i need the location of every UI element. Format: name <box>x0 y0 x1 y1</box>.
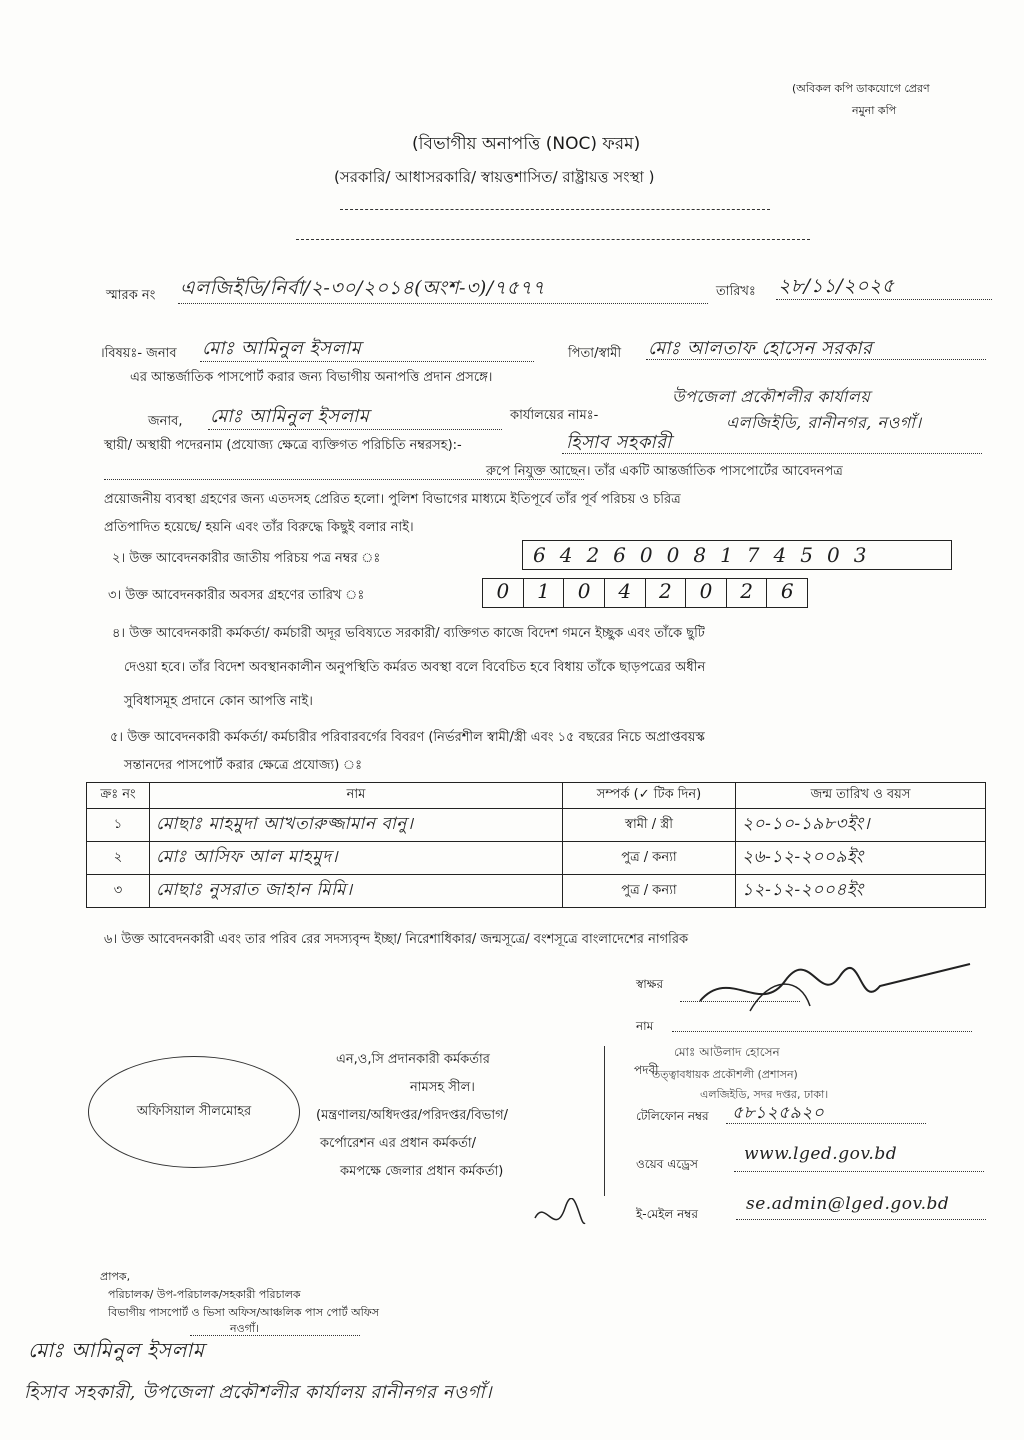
row-dob: ১২-১২-২০০৪ইং <box>736 875 986 908</box>
retirement-digit: 2 <box>646 579 687 607</box>
retirement-digit: 0 <box>564 579 605 607</box>
item5-line1: ৫। উক্ত আবেদনকারী কর্মকর্তা/ কর্মচারীর পরিবারবর্গের বিবরণ (নির্ভরশীল স্বামী/স্ত্রী এবং ১৫ বছরের নিচে অপ্রাপ্তবয়স্ক <box>110 730 705 745</box>
table-row <box>87 875 986 908</box>
col-dob: জন্ম তারিখ ও বয়স <box>736 783 986 809</box>
col-relation: সম্পর্ক (✓ টিক দিন) <box>563 783 736 809</box>
form-title: (বিভাগীয় অনাপত্তি (NOC) ফরম) <box>412 134 641 154</box>
subject-name: মোঃ আমিনুল ইসলাম <box>202 338 362 359</box>
retirement-digit: 0 <box>483 579 524 607</box>
row-serial: ৩ <box>87 875 150 908</box>
web-label: ওয়েব এড্রেস <box>636 1157 698 1171</box>
date-label: তারিখঃ <box>716 284 756 299</box>
name-label: নাম <box>636 1019 654 1033</box>
issuer-bracket <box>598 1046 605 1196</box>
row-dob: ২৬-১২-২০০৯ইং <box>736 842 986 875</box>
father-name: মোঃ আলতাফ হোসেন সরকার <box>648 338 873 359</box>
seal-label: অফিসিয়াল সীলমোহর <box>136 1103 252 1119</box>
post-value: হিসাব সহকারী <box>566 432 672 453</box>
retirement-label: ৩। উক্ত আবেদনকারীর অবসর গ্রহণের তারিখ ঃ <box>108 588 365 603</box>
col-serial: ক্রঃ নং <box>87 783 150 809</box>
stamp-office: এলজিইডি, সদর দপ্তর, ঢাকা। <box>700 1088 829 1101</box>
row-name: মোঃ আসিফ আল মাহমুদ। <box>150 842 563 875</box>
table-row <box>87 809 986 842</box>
janab-label: জনাব, <box>148 414 183 429</box>
body-line5: প্রতিপাদিত হয়েছে/ হয়নি এবং তাঁর বিরুদ্ধে কিছুই বলার নাই। <box>104 520 414 535</box>
retirement-digit: 0 <box>686 579 727 607</box>
body-line3: রুপে নিযুক্ত আছেন। তাঁর একটি আন্তর্জাতিক পাসপোর্টের আবেদনপত্র <box>486 464 843 479</box>
recipient-handwritten-office: হিসাব সহকারী, উপজেলা প্রকৌশলীর কার্যালয় রানীনগর নওগাঁ। <box>24 1382 493 1403</box>
row-serial: ১ <box>87 809 150 842</box>
subject-label: ।বিষয়ঃ- জনাব <box>100 346 177 361</box>
retirement-digit: 1 <box>524 579 565 607</box>
row-name: মোছাঃ মাহমুদা আখতারুজ্জামান বানু। <box>150 809 563 842</box>
copy-note: (অবিকল কপি ডাকযোগে প্রেরণ <box>792 82 930 95</box>
table-row <box>87 842 986 875</box>
web-value: www.lged.gov.bd <box>744 1144 898 1164</box>
signature-label: স্বাক্ষর <box>636 977 664 991</box>
post-label: স্থায়ী/ অস্থায়ী পদেরনাম (প্রযোজ্য ক্ষেত্রে ব্যক্তিগত পরিচিতি নম্বরসহ):- <box>104 438 462 453</box>
janab-name: মোঃ আমিনুল ইসলাম <box>210 406 370 427</box>
father-label: পিতা/স্বামী <box>568 346 622 361</box>
phone-value: ৫৮১২৫৯২০ <box>732 1103 825 1123</box>
janab-name-line <box>208 428 502 430</box>
row-serial: ২ <box>87 842 150 875</box>
date-line <box>776 298 992 300</box>
post-line <box>562 452 982 454</box>
official-seal <box>88 1056 300 1168</box>
signature-line <box>680 1000 800 1002</box>
office-label: কার্যালয়ের নামঃ- <box>510 408 599 423</box>
office-address: এলজিইডি, রানীনগর, নওগাঁ। <box>726 413 922 432</box>
col-name: নাম <box>150 783 563 809</box>
date-value: ২৮/১১/২০২৫ <box>778 275 895 297</box>
sample-copy-note: নমুনা কপি <box>852 104 897 117</box>
recipient-line <box>190 1334 360 1336</box>
email-label: ই-মেইল নম্বর <box>636 1207 698 1221</box>
web-line <box>734 1170 984 1172</box>
father-name-line <box>646 358 986 360</box>
issuer-line4: কর্পোরেশন এর প্রধান কর্মকর্তা/ <box>320 1136 477 1151</box>
row-name: মোছাঃ নুসরাত জাহান মিমি। <box>150 875 563 908</box>
header-divider <box>340 208 770 210</box>
row-dob: ২০-১০-১৯৮৩ইং। <box>736 809 986 842</box>
retirement-digit: 2 <box>727 579 768 607</box>
recipient-handwritten-name: মোঃ আমিনুল ইসলাম <box>28 1338 205 1362</box>
nid-box <box>522 540 952 570</box>
email-line <box>736 1218 986 1220</box>
name-line <box>672 1030 972 1032</box>
nid-value: 6426008174503 <box>533 543 881 567</box>
item5-line2: সন্তানদের পাসপোর্ট করার ক্ষেত্রে প্রযোজ্য) ঃ <box>124 758 363 773</box>
table-header-row <box>87 783 986 809</box>
row-relation: পুত্র / কন্যা <box>563 842 736 875</box>
phone-label: টেলিফোন নম্বর <box>636 1109 709 1123</box>
email-value: se.admin@lged.gov.bd <box>746 1194 950 1214</box>
item6-text: ৬। উক্ত আবেদনকারী এবং তার পরিব রের সদস্যবৃন্দ ইচ্ছা/ নিরেশাধিকার/ জন্মসূত্রে/ বংশসূত্রে বাংলাদেশের নাগরিক <box>104 932 689 947</box>
family-table <box>86 782 986 908</box>
post-label-sig: পদবী <box>634 1063 659 1077</box>
signature-scribble <box>690 956 980 1026</box>
initial-scribble <box>530 1198 590 1238</box>
item4-line1: ৪। উক্ত আবেদনকারী কর্মকর্তা/ কর্মচারী অদূর ভবিষ্যতে সরকারী/ ব্যক্তিগত কাজে বিদেশ গমনে ইচ্ছুক এবং তাঁকে ছুটি <box>112 626 705 641</box>
nid-label: ২। উক্ত আবেদনকারীর জাতীয় পরিচয় পত্র নম্বর ঃ <box>112 551 381 566</box>
subject-name-line <box>200 360 534 362</box>
subject-line2: এর আন্তর্জাতিক পাসপোর্ট করার জন্য বিভাগীয় অনাপত্তি প্রদান প্রসঙ্গে। <box>130 370 493 385</box>
memo-number: এলজিইডি/নির্বা/২-৩০/২০১৪(অংশ-৩)/৭৫৭৭ <box>180 277 546 299</box>
issuer-line5: কমপক্ষে জেলার প্রধান কর্মকর্তা) <box>340 1164 504 1179</box>
recipient-line1: পরিচালক/ উপ-পরিচালক/সহকারী পরিচালক <box>108 1288 301 1301</box>
form-subtitle: (সরকারি/ আধাসরকারি/ স্বায়ত্তশাসিত/ রাষ্ট্রায়ত্ত সংস্থা ) <box>334 168 655 186</box>
retirement-date-box <box>482 578 808 608</box>
header-divider-2 <box>296 238 810 240</box>
recipient-line3: নওগাঁ। <box>230 1322 259 1335</box>
retirement-digit: 6 <box>780 579 794 603</box>
row-relation: পুত্র / কন্যা <box>563 875 736 908</box>
issuer-line3: (মন্ত্রণালয়/অধিদপ্তর/পরিদপ্তর/বিভাগ/ <box>316 1108 509 1123</box>
memo-line <box>178 302 708 304</box>
memo-label: স্মারক নং <box>106 288 156 303</box>
item4-line3: সুবিধাসমূহ প্রদানে কোন আপত্তি নাই। <box>124 694 313 709</box>
issuer-line1: এন,ও,সি প্রদানকারী কর্মকর্তার <box>336 1052 490 1067</box>
recipient-line2: বিভাগীয় পাসপোর্ট ও ভিসা অফিস/আঞ্চলিক পাস পোর্ট অফিস <box>108 1306 380 1319</box>
retirement-digit: 4 <box>605 579 646 607</box>
body-line4: প্রয়োজনীয় ব্যবস্থা গ্রহণের জন্য এতদসহ প্রেরিত হলো। পুলিশ বিভাগের মাধ্যমে ইতিপূর্বে তাঁর পূর্ব পরিচয় ও চরিত্র <box>104 492 681 507</box>
row-relation: স্বামী / স্ত্রী <box>563 809 736 842</box>
recipient-label: প্রাপক, <box>100 1270 131 1283</box>
stamp-designation: তত্ত্বাবধায়ক প্রকৌশলী (প্রশাসন) <box>652 1068 798 1081</box>
item4-line2: দেওয়া হবে। তাঁর বিদেশ অবস্থানকালীন অনুপস্থিতি কর্মরত অবস্থা বলে বিবেচিত হবে বিধায় তাঁকে ছাড়পত্রের অধীন <box>124 660 706 675</box>
stamp-name: মোঃ আউলাদ হোসেন <box>674 1045 780 1059</box>
office-name: উপজেলা প্রকৌশলীর কার্যালয় <box>672 387 871 406</box>
phone-line <box>726 1122 926 1124</box>
issuer-line2: নামসহ সীল। <box>410 1080 475 1095</box>
